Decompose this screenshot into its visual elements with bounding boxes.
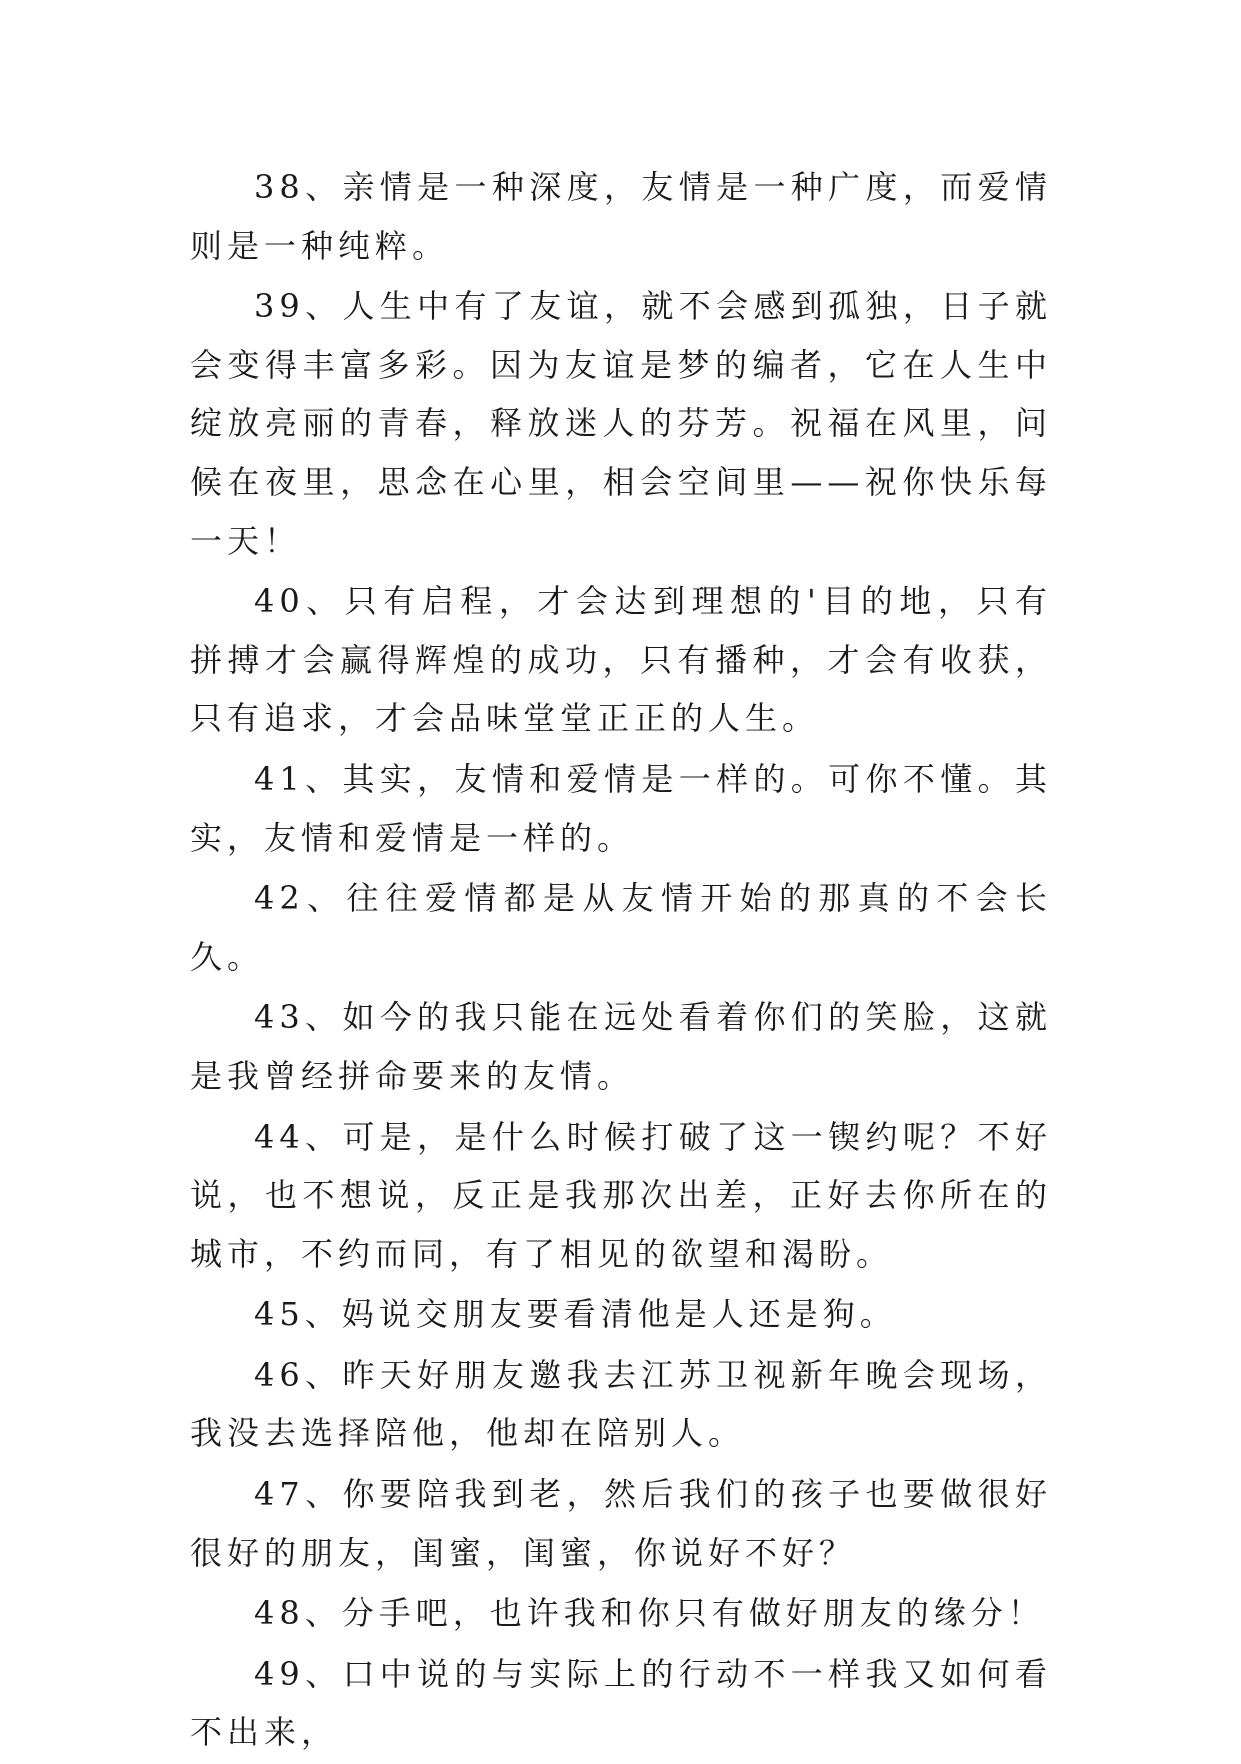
paragraph-46: 46、昨天好朋友邀我去江苏卫视新年晚会现场，我没去选择陪他，他却在陪别人。	[190, 1355, 1052, 1453]
document-body	[190, 158, 1052, 1764]
paragraph-38: 38、亲情是一种深度，友情是一种广度，而爱情则是一种纯粹。	[190, 168, 1052, 265]
paragraph-42: 42、往往爱情都是从友情开始的那真的不会长久。	[190, 879, 1052, 976]
paragraph-47: 47、你要陪我到老，然后我们的孩子也要做很好很好的朋友，闺蜜，闺蜜，你说好不好？	[190, 1475, 1052, 1572]
paragraph-45: 45、妈说交朋友要看清他是人还是狗。	[254, 1295, 897, 1334]
paragraph-44: 44、可是，是什么时候打破了这一锲约呢？不好说，也不想说，反正是我那次出差，正好去你所在的城市，不约而同，有了相见的欲望和渴盼。	[190, 1117, 1052, 1273]
paragraph-49: 49、口中说的与实际上的行动不一样我又如何看不出来，	[190, 1654, 1052, 1752]
paragraph-39: 39、人生中有了友谊，就不会感到孤独，日子就会变得丰富多彩。因为友谊是梦的编者，它在人生中绽放亮丽的青春，释放迷人的芬芳。祝福在风里，问候在夜里，思念在心里，相会空间里——祝你快乐每一天！	[190, 287, 1052, 560]
paragraph-43: 43、如今的我只能在远处看着你们的笑脸，这就是我曾经拼命要来的友情。	[190, 998, 1052, 1095]
paragraph-40: 40、只有启程，才会达到理想的'目的地，只有拼搏才会赢得辉煌的成功，只有播种，才会有收获，只有追求，才会品味堂堂正正的人生。	[190, 582, 1052, 738]
paragraph-41: 41、其实，友情和爱情是一样的。可你不懂。其实，友情和爱情是一样的。	[190, 759, 1052, 857]
paragraph-48: 48、分手吧，也许我和你只有做好朋友的缘分！	[254, 1594, 1045, 1633]
